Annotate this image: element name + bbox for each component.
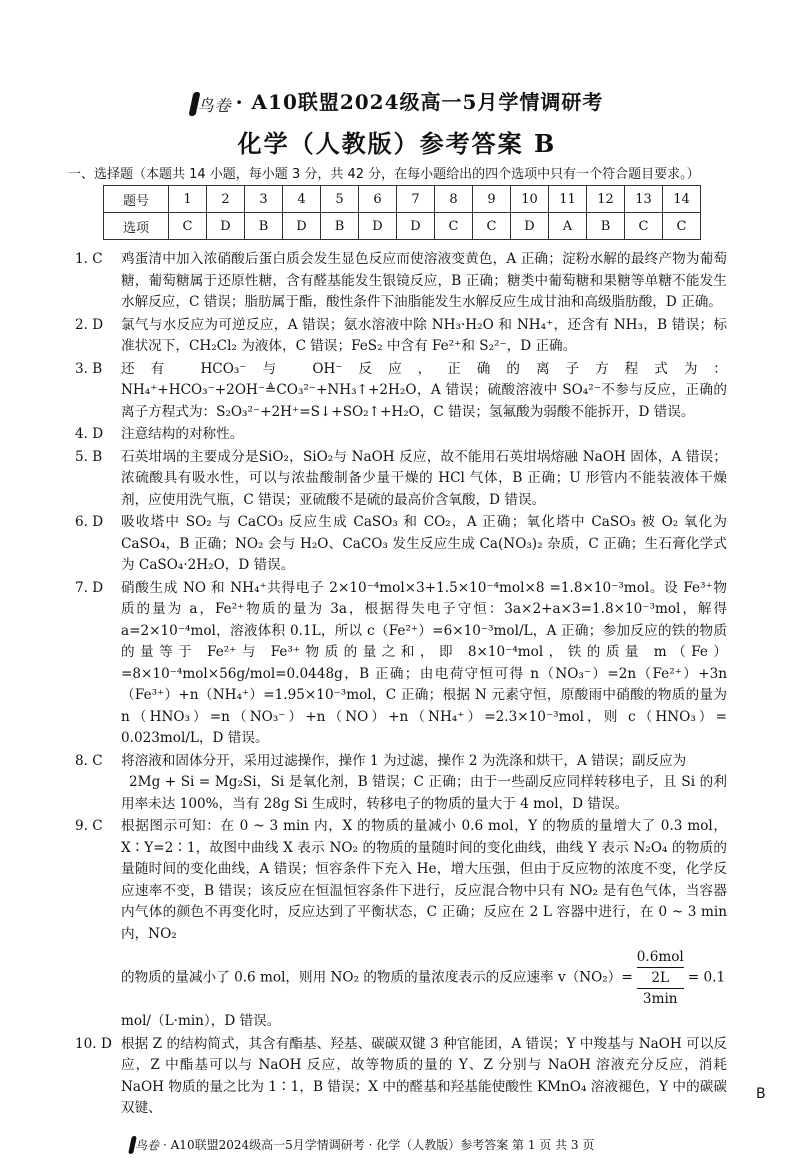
answer-item-9: 9. C 根据图示可知：在 0 ~ 3 min 内，X 的物质的量减小 0.6 mol，Y 的物质的量增大了 0.3 mol，X∶Y=2∶1，故图中曲线 X 表示 NO₂ 的物质的量随时间的变化曲线，曲线 Y 表示 N₂O₄ 的物质的量随时间的变化曲线，A 错误；恒容条件下充入 He，增大压强，但由于反应物的浓度不变，化学反应速率不变，B 错误；该反应在恒温恒容条件下进行，反应混合物中只有 NO₂ 是有色气体，当容器内气体的颜色不再变化时，反应达到了平衡状态，C 正确；反应在 2 L 容器中进行，在 0 ~ 3 min 内，NO₂ 的物质的量减小了 0.6 mol，则用 NO₂ 的物质的量浓度表示的反应速率 v（NO₂）= 0.6mol 2L 3min = 0.1 mol/（L·min），D 错误。	[75, 818, 727, 1029]
answer-cell: D	[359, 213, 397, 240]
answer-item-10: 10. D 根据 Z 的结构简式，其含有酯基、羟基、碳碳双键 3 种官能团，A 错误；Y 中羧基与 NaOH 可以反应，Z 中酯基可以与 NaOH 反应，故等物质的量的 Y、Z 分别与 NaOH 溶液充分反应，消耗 NaOH 物质的量之比为 1∶1，B 错误；X 中的醛基和羟基能使酸性 KMnO₄ 溶液褪色，Y 中的碳碳双键、	[75, 1035, 727, 1116]
question-number-cell: 1	[169, 186, 207, 213]
answer-item-6: 6. D 吸收塔中 SO₂ 与 CaCO₃ 反应生成 CaSO₃ 和 CO₂，A 正确；氧化塔中 CaSO₃ 被 O₂ 氧化为 CaSO₄，B 正确；NO₂ 会与 H₂O、CaCO₃ 发生反应生成 Ca(NO₃)₂ 杂质，C 正确；生石膏化学式为 CaSO₄·2H₂O，D 错误。	[75, 514, 727, 573]
answer-list	[75, 249, 727, 1174]
question-number-cell: 7	[397, 186, 435, 213]
question-number-cell: 10	[511, 186, 549, 213]
answer-cell: B	[321, 213, 359, 240]
question-number-cell: 9	[473, 186, 511, 213]
question-number-cell: 6	[359, 186, 397, 213]
answer-cell: C	[435, 213, 473, 240]
answer-table	[103, 185, 701, 240]
answer-item-7: 7. D 硝酸生成 NO 和 NH₄⁺共得电子 2×10⁻⁴mol×3+1.5×10⁻⁴mol×8 =1.8×10⁻³mol。设 Fe³⁺物质的量为 a，Fe²⁺物质的量为 3a，根据得失电子守恒：3a×2+a×3=1.8×10⁻³mol，解得 a=2×10⁻⁴mol，溶液体积 0.1L，所以 c（Fe²⁺）=6×10⁻³mol/L，A 正确；参加反应的铁的物质的量等于 Fe²⁺与 Fe³⁺物质的量之和，即 8×10⁻⁴mol，铁的质量 m（Fe）=8×10⁻⁴mol×56g/mol=0.0448g，B 正确；由电荷守恒可得 n（NO₃⁻）=2n（Fe²⁺）+3n（Fe³⁺）+n（NH₄⁺）=1.95×10⁻³mol，C 正确；根据 N 元素守恒，原酸雨中硝酸的物质的量为 n（HNO₃）=n（NO₃⁻）+n（NO）+n（NH₄⁺）=2.3×10⁻³mol，则 c（HNO₃）= 0.023mol/L，D 错误。	[75, 579, 727, 746]
answer-cell: D	[207, 213, 245, 240]
answer-cell: C	[169, 213, 207, 240]
answer-cell: D	[283, 213, 321, 240]
row-label: 题号	[104, 186, 169, 213]
footer-logo: 鸟卷	[130, 1136, 159, 1154]
answer-cell: D	[511, 213, 549, 240]
question-number-cell: 3	[245, 186, 283, 213]
document-title: 鸟卷 · A10联盟2024级高一5月学情调研考	[0, 86, 794, 116]
question-number-cell: 8	[435, 186, 473, 213]
table-row-numbers	[104, 186, 701, 213]
answer-cell: A	[549, 213, 587, 240]
table-row-answers	[104, 213, 701, 240]
document-subtitle: 化学（人教版）参考答案 B	[237, 129, 557, 158]
rate-fraction: 0.6mol 2L 3min	[636, 949, 684, 1007]
question-number-cell: 4	[283, 186, 321, 213]
answer-cell: C	[473, 213, 511, 240]
question-number-cell: 13	[625, 186, 663, 213]
answer-cell: D	[397, 213, 435, 240]
corner-mark: B	[756, 1086, 766, 1102]
answer-item-5: 5. B 石英坩埚的主要成分是SiO₂，SiO₂与 NaOH 反应，故不能用石英坩埚熔融 NaOH 固体，A 错误；浓硫酸具有吸水性，可以与浓盐酸制备少量干燥的 HCl 气体，B 正确；U 形管内不能装液体干燥剂，应使用洗气瓶，C 错误；亚硫酸不是硫的最高价含氧酸，D 错误。	[75, 448, 727, 508]
question-number-cell: 14	[663, 186, 701, 213]
page-footer: 鸟卷 · A10联盟2024级高一5月学情调研考 · 化学（人教版）参考答案 第 1 页 共 3 页	[130, 1136, 727, 1155]
answer-cell: C	[625, 213, 663, 240]
answer-cell: B	[587, 213, 625, 240]
section-heading: 一、选择题（本题共 14 小题，每小题 3 分，共 42 分，在每小题给出的四个选项中只有一个符合题目要求。）	[68, 167, 700, 182]
question-number-cell: 5	[321, 186, 359, 213]
answer-item-1: 1. C 鸡蛋清中加入浓硝酸后蛋白质会发生显色反应而使溶液变黄色，A 正确；淀粉水解的最终产物为葡萄糖，葡萄糖属于还原性糖，含有醛基能发生银镜反应，B 正确；糖类中葡萄糖和果糖等单糖不能发生水解反应，C 错误；脂肪属于酯，酸性条件下油脂能发生水解反应生成甘油和高级脂肪酸，D 正确。	[75, 251, 727, 310]
chemical-equation: 2Mg + Si = Mg₂Si	[129, 774, 257, 790]
answer-item-2: 2. D 氯气与水反应为可逆反应，A 错误；氨水溶液中除 NH₃·H₂O 和 NH₄⁺，还含有 NH₃，B 错误；标准状况下，CH₂Cl₂ 为液体，C 错误；FeS₂ 中含有 Fe²⁺和 S₂²⁻，D 正确。	[75, 316, 727, 354]
question-number-cell: 2	[207, 186, 245, 213]
answer-item-8: 8. C 将溶液和固体分开，采用过滤操作，操作 1 为过滤，操作 2 为洗涤和烘干，A 错误；副反应为 2Mg + Si = Mg₂Si，Si 是氧化剂，B 错误；C 正确；由于一些副反应同样转移电子，且 Si 的利用率未达 100%，当有 28g Si 生成时，转移电子的物质的量大于 4 mol，D 错误。	[75, 752, 727, 812]
answer-cell: C	[663, 213, 701, 240]
row-label: 选项	[104, 213, 169, 240]
brand-logo: 鸟卷	[191, 91, 232, 117]
question-number-cell: 12	[587, 186, 625, 213]
answer-item-3: 3. B 还有 HCO₃⁻与 OH⁻反应，正确的离子方程式为：NH₄⁺+HCO₃⁻+2OH⁻≜CO₃²⁻+NH₃↑+2H₂O，A 错误；硫酸溶液中 SO₄²⁻不参与反应，正确的离子方程式为：S₂O₃²⁻+2H⁺=S↓+SO₂↑+H₂O，C 错误；氢氟酸为弱酸不能拆开，D 错误。	[75, 360, 727, 420]
answer-cell: B	[245, 213, 283, 240]
question-number-cell: 11	[549, 186, 587, 213]
answer-item-4: 4. D 注意结构的对称性。	[75, 426, 244, 442]
